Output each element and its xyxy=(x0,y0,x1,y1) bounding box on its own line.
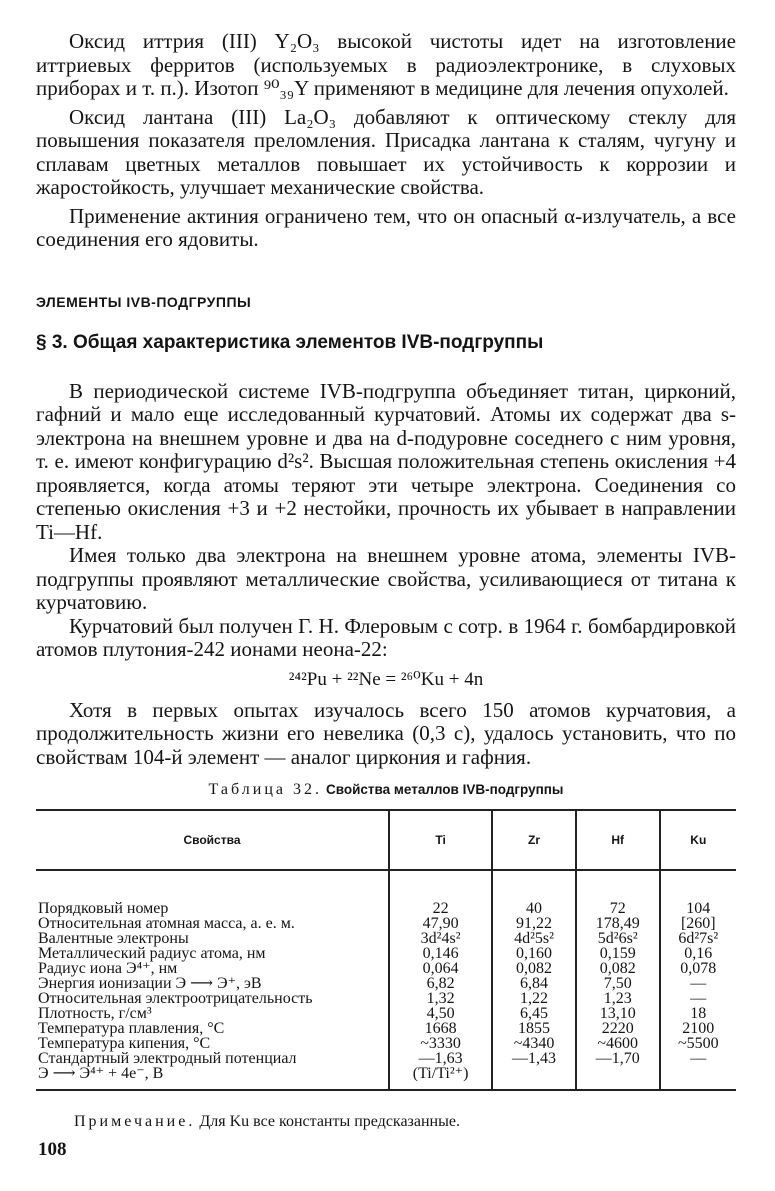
table-cell-property: Порядковый номер xyxy=(38,900,169,917)
table-cell-value: 0,16 xyxy=(660,946,736,961)
table-cell-value: (Ti/Ti²⁺) xyxy=(389,1066,492,1090)
table-cell-value: 6,45 xyxy=(492,1006,576,1021)
paragraph-kurchatovium: Курчатовий был получен Г. Н. Флеровым с сотр. в 1964 г. бомбардировкой атомов плутония-242 ионами неона-22: xyxy=(36,613,736,661)
table-cell-value xyxy=(492,1066,576,1090)
table-cell-property: Э ⟶ Э⁴⁺ + 4e⁻, В xyxy=(38,1065,164,1082)
table-cell-value: 0,146 xyxy=(389,946,492,961)
table-row xyxy=(36,991,736,1006)
table-header-row xyxy=(36,810,736,870)
table-row xyxy=(36,1036,736,1051)
table-cell-value: ~3330 xyxy=(389,1036,492,1051)
table-cell-value: 7,50 xyxy=(576,976,660,991)
table-cell-value: ~4340 xyxy=(492,1036,576,1051)
paragraph-lanthanum: Оксид лантана (III) La₂O₃ добавляют к оптическому стеклу для повышения показателя преломления. Присадка лантана к сталям, чугуну и сплавам цветных металлов повышает их устойчивость к коррозии и жаростойкость, улучшает механические свойства. xyxy=(36,104,736,199)
table-cell-value: —1,43 xyxy=(492,1051,576,1066)
table-cell-value: 3d²4s² xyxy=(389,931,492,946)
table-row xyxy=(36,1006,736,1021)
table-cell-value: 6d²7s² xyxy=(660,931,736,946)
table-row xyxy=(36,1066,736,1090)
table-cell-property: Плотность, г/см³ xyxy=(38,1005,152,1022)
table-cell-value: — xyxy=(660,1051,736,1066)
table-cell-value: 1,23 xyxy=(576,991,660,1006)
table-cell-value: 0,082 xyxy=(576,961,660,976)
paragraph-yttrium: Оксид иттрия (III) Y₂O₃ высокой чистоты идет на изготовление иттриевых ферритов (используемых в радиоэлектронике, в слуховых приборах и т. п.). Изотоп ⁹⁰₃₉Y применяют в медицине для лечения опухолей. xyxy=(36,29,736,100)
table-caption xyxy=(36,781,736,799)
table-row xyxy=(36,931,736,946)
table-row xyxy=(36,961,736,976)
table-row xyxy=(36,870,736,916)
table-cell-value: 104 xyxy=(660,870,736,916)
table-body xyxy=(36,870,736,1090)
table-cell-value: 40 xyxy=(492,870,576,916)
paragraph-experiments: Хотя в первых опытах изучалось всего 150 атомов курчатовия, а продолжительность жизни его невелика (0,3 с), удалось установить, что по свойствам 104-й элемент — аналог циркония и гафния. xyxy=(36,697,736,769)
table-cell-value: ~4600 xyxy=(576,1036,660,1051)
table-note xyxy=(74,1113,736,1131)
table-cell-property: Металлический радиус атома, нм xyxy=(38,945,266,962)
table-cell-value: 1,22 xyxy=(492,991,576,1006)
table-cell-value: 178,49 xyxy=(576,916,660,931)
table-caption-label: Таблица 32. xyxy=(208,781,322,798)
table-cell-value: 0,078 xyxy=(660,961,736,976)
table-cell-value: 0,160 xyxy=(492,946,576,961)
paragraph-general: В периодической системе IVB-подгруппа объединяет титан, цирконий, гафний и мало еще исследованный курчатовий. Атомы их содержат два s-электрона на внешнем уровне и два на d-подуровне соседнего с ним уровня, т. е. имеют конфигурацию d²s². Высшая положительная степень окисления +4 проявляется, когда атомы теряют эти четыре электрона. Соединения со степенью окисления +3 и +2 нестойки, прочность их убывает в направлении Ti—Hf. xyxy=(36,378,736,544)
table-cell-value: 91,22 xyxy=(492,916,576,931)
page-number: 108 xyxy=(38,1139,67,1160)
note-label: Примечание. xyxy=(74,1113,196,1130)
paragraph-actinium: Применение актиния ограничено тем, что он опасный α-излучатель, а все соединения его ядовиты. xyxy=(36,203,736,251)
table-cell-property: Относительная атомная масса, а. е. м. xyxy=(38,915,295,932)
header-hf: Hf xyxy=(576,810,660,870)
table-cell-property: Радиус иона Э⁴⁺, нм xyxy=(38,960,178,977)
table-cell-value: 5d²6s² xyxy=(576,931,660,946)
table-cell-value: 4d²5s² xyxy=(492,931,576,946)
table-cell-value: 0,064 xyxy=(389,961,492,976)
table-row xyxy=(36,1021,736,1036)
table-cell-value: — xyxy=(660,976,736,991)
table-cell-value: — xyxy=(660,991,736,1006)
header-zr: Zr xyxy=(492,810,576,870)
table-cell-value: 2220 xyxy=(576,1021,660,1036)
note-text: Для Ku все константы предсказанные. xyxy=(199,1113,460,1130)
table-row xyxy=(36,916,736,931)
table-row xyxy=(36,1051,736,1066)
table-cell-property: Температура кипения, °С xyxy=(38,1035,211,1052)
table-cell-value: 22 xyxy=(389,870,492,916)
table-cell-value: [260] xyxy=(660,916,736,931)
table-cell-value: 1668 xyxy=(389,1021,492,1036)
table-cell-property: Валентные электроны xyxy=(38,930,189,947)
table-cell-value: 0,159 xyxy=(576,946,660,961)
nuclear-reaction-formula: ²⁴²Pu + ²²Ne = ²⁶⁰Ku + 4n xyxy=(288,668,484,690)
table-cell-value xyxy=(576,1066,660,1090)
header-ku: Ku xyxy=(660,810,736,870)
table-cell-value: 72 xyxy=(576,870,660,916)
table-cell-value xyxy=(660,1066,736,1090)
table-cell-value: 2100 xyxy=(660,1021,736,1036)
page-content xyxy=(36,30,736,1131)
main-paragraphs xyxy=(36,380,736,662)
table-cell-value: 1,32 xyxy=(389,991,492,1006)
properties-table xyxy=(36,809,736,1091)
table-cell-value: 6,84 xyxy=(492,976,576,991)
table-row xyxy=(36,976,736,991)
table-cell-value: 4,50 xyxy=(389,1006,492,1021)
table-cell-value: 1855 xyxy=(492,1021,576,1036)
table-cell-value: 0,082 xyxy=(492,961,576,976)
table-cell-property: Относительная электроотрицательность xyxy=(38,990,313,1007)
table-cell-value: 13,10 xyxy=(576,1006,660,1021)
table-cell-value: 18 xyxy=(660,1006,736,1021)
subgroup-heading: ЭЛЕМЕНТЫ IVB-ПОДГРУППЫ xyxy=(36,293,252,310)
table-cell-value: 47,90 xyxy=(389,916,492,931)
table-cell-property: Температура плавления, °С xyxy=(38,1020,225,1037)
paragraph-metallic: Имея только два электрона на внешнем уровне атома, элементы IVB-подгруппы проявляют металлические свойства, усиливающиеся от титана к курчатовию. xyxy=(36,543,736,614)
header-properties: Свойства xyxy=(36,810,389,870)
table-cell-value: ~5500 xyxy=(660,1036,736,1051)
table-cell-value: —1,70 xyxy=(576,1051,660,1066)
section-heading: § 3. Общая характеристика элементов IVB-подгруппы xyxy=(36,331,544,353)
table-caption-title: Свойства металлов IVB-подгруппы xyxy=(325,782,564,797)
table-cell-property: Энергия ионизации Э ⟶ Э⁺, эВ xyxy=(38,975,262,992)
table-cell-value: 6,82 xyxy=(389,976,492,991)
top-paragraphs xyxy=(36,30,736,252)
table-row xyxy=(36,946,736,961)
table-cell-property: Стандартный электродный потенциал xyxy=(38,1050,297,1067)
table-cell-value: —1,63 xyxy=(389,1051,492,1066)
header-ti: Ti xyxy=(389,810,492,870)
